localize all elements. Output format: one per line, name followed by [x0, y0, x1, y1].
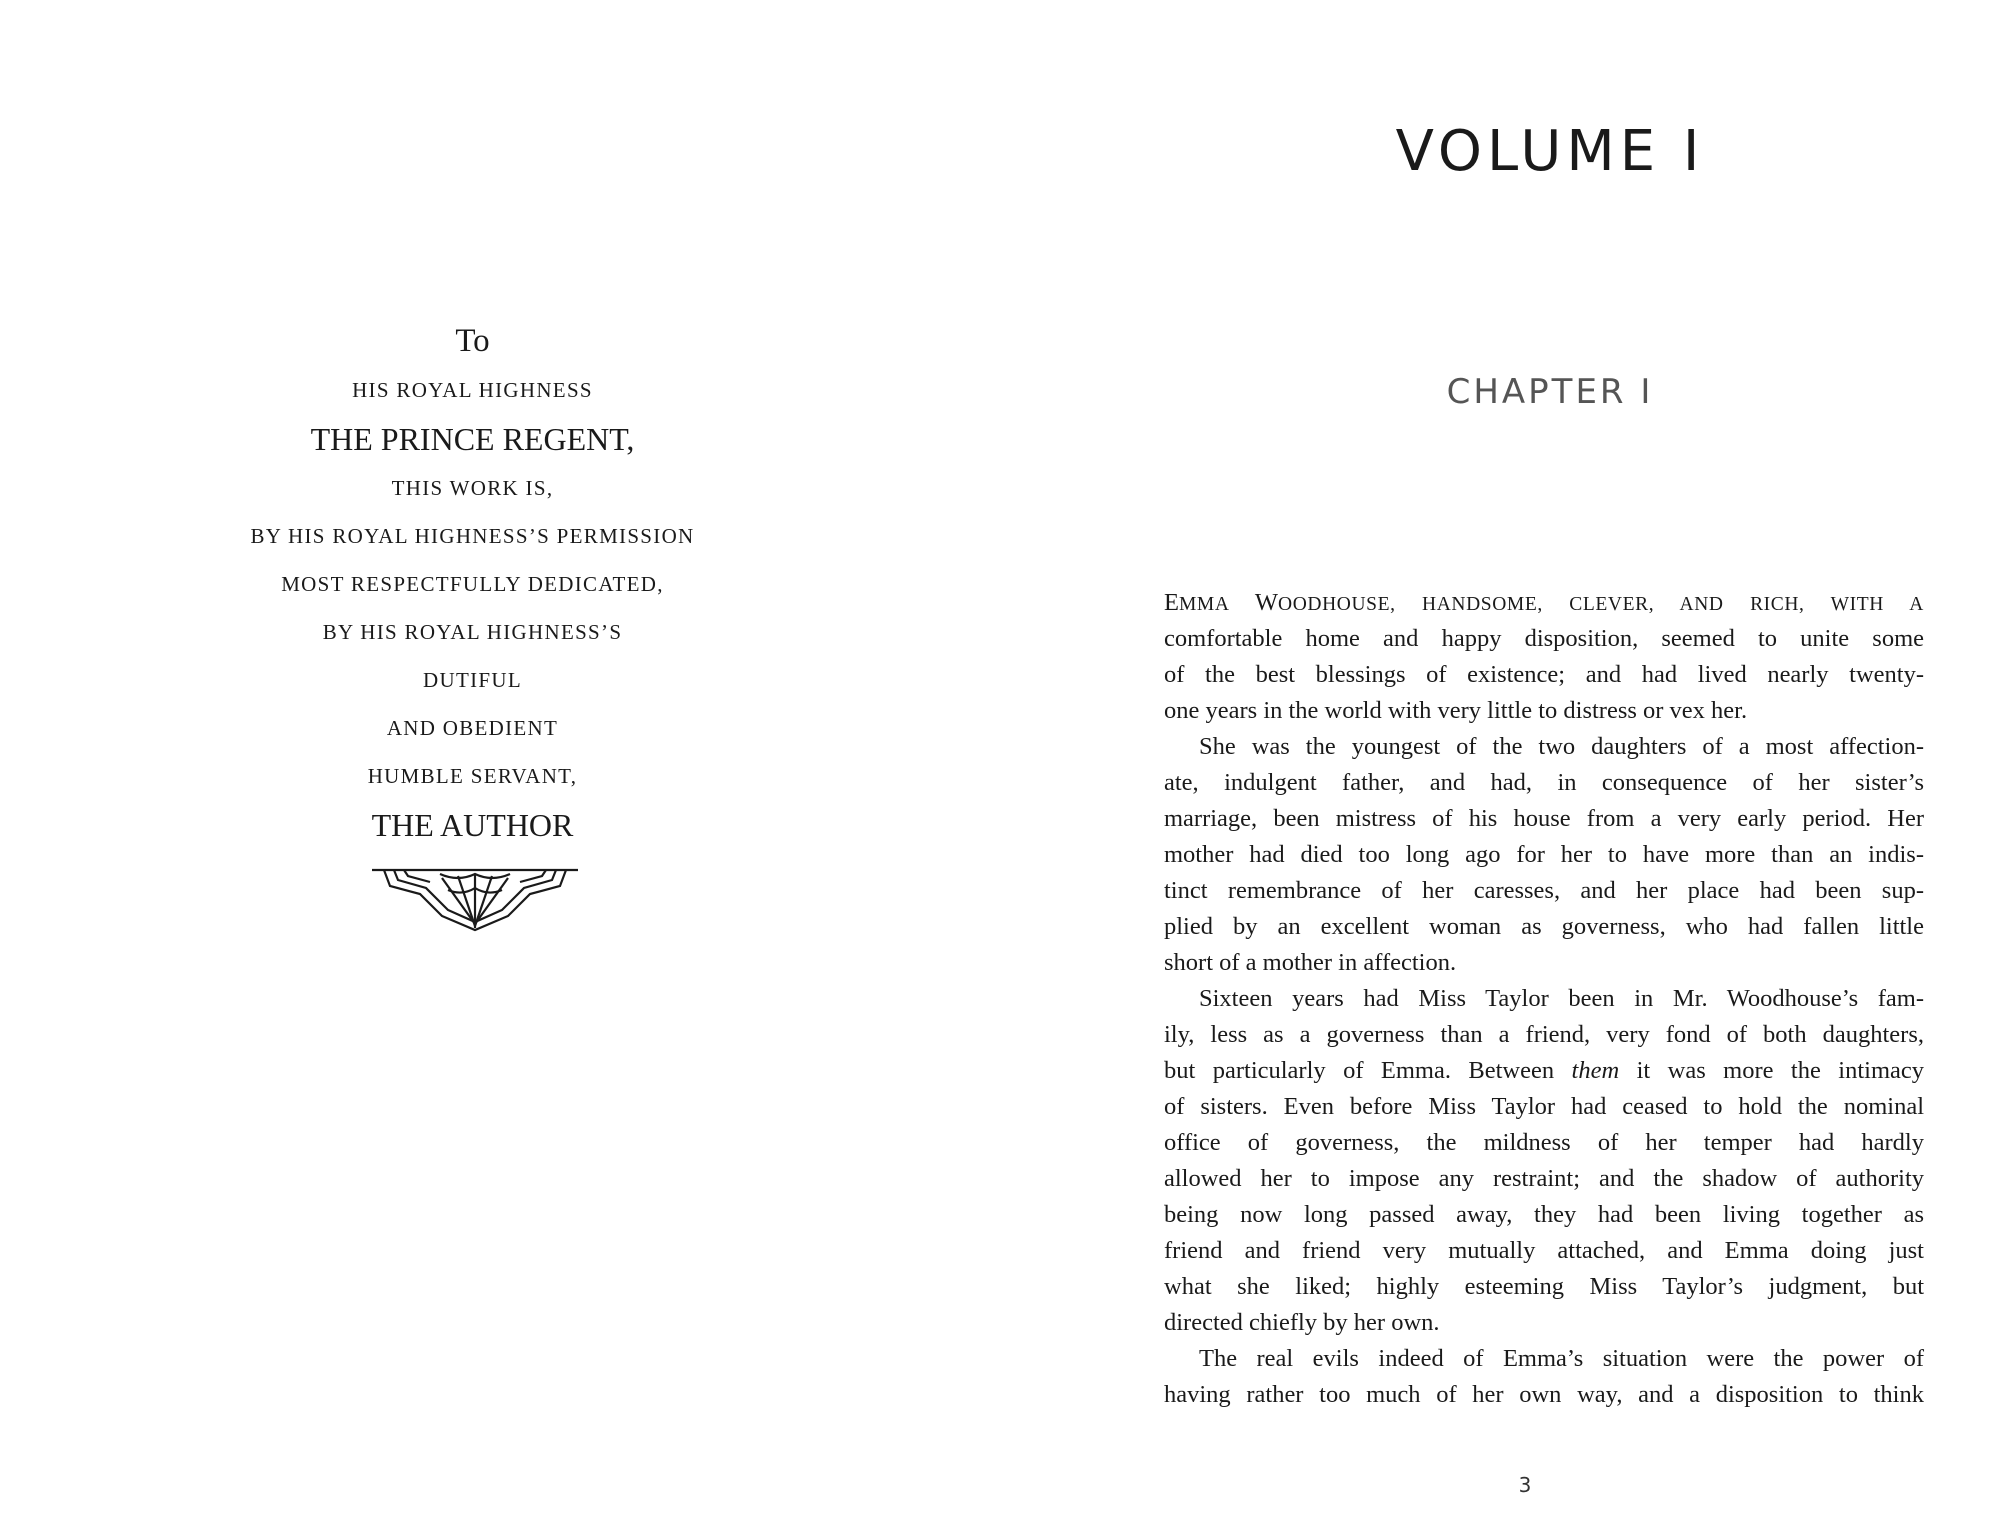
dedication-line: HIS ROYAL HIGHNESS	[352, 378, 593, 402]
dedication-line: MOST RESPECTFULLY DEDICATED,	[281, 572, 664, 596]
text-line: being now long passed away, they had been living together as	[1164, 1201, 1924, 1228]
dedication-line: THIS WORK IS,	[391, 476, 554, 500]
emphasis-them: them	[1571, 1057, 1620, 1084]
dedication-line: THE PRINCE REGENT,	[310, 421, 635, 457]
chapter-body-text	[1164, 585, 1924, 1413]
text-line: office of governess, the mildness of her temper had hardly	[1164, 1129, 1924, 1156]
text-line: of sisters. Even before Miss Taylor had ceased to hold the nominal	[1164, 1093, 1924, 1120]
dedication-line: BY HIS ROYAL HIGHNESS’S	[322, 620, 623, 644]
text-line: what she liked; highly esteeming Miss Taylor’s judgment, but	[1164, 1273, 1924, 1300]
art-deco-fan-ornament-icon	[370, 866, 580, 932]
text-line: tinct remembrance of her caresses, and her place had been sup-	[1164, 877, 1924, 904]
text-line: Sixteen years had Miss Taylor been in Mr. Woodhouse’s fam-	[1199, 985, 1924, 1012]
dedication-line: AND OBEDIENT	[386, 716, 559, 740]
text-line: ily, less as a governess than a friend, very fond of both daughters,	[1164, 1021, 1924, 1048]
text-line: but particularly of Emma. Between them it was more the intimacy	[1164, 1057, 1924, 1084]
text-line: having rather too much of her own way, and a disposition to think	[1164, 1381, 1924, 1408]
dedication-line: THE AUTHOR	[371, 807, 574, 843]
text-line: mother had died too long ago for her to have more than an indis-	[1164, 841, 1924, 868]
dedication	[0, 316, 945, 850]
text-line: ate, indulgent father, and had, in consequence of her sister’s	[1164, 769, 1924, 796]
text-line: one years in the world with very little to distress or vex her.	[1164, 697, 1748, 724]
text-line: friend and friend very mutually attached, and Emma doing just	[1164, 1237, 1924, 1264]
right-page	[1000, 0, 2000, 1524]
text-line: of the best blessings of existence; and had lived nearly twenty-	[1164, 661, 1924, 688]
text-line: short of a mother in affection.	[1164, 949, 1457, 976]
volume-title: VOLUME I	[1395, 119, 1705, 184]
text-line: allowed her to impose any restraint; and the shadow of authority	[1164, 1165, 1924, 1192]
text-line: The real evils indeed of Emma’s situation were the power of	[1199, 1345, 1924, 1372]
text-line: She was the youngest of the two daughters of a most affection-	[1199, 733, 1924, 760]
dedication-line: HUMBLE SERVANT,	[367, 764, 578, 788]
chapter-title: CHAPTER I	[1446, 372, 1654, 412]
text-line: comfortable home and happy disposition, seemed to unite some	[1164, 625, 1924, 652]
dedication-line: To	[455, 323, 490, 359]
text-line: directed chiefly by her own.	[1164, 1309, 1440, 1336]
text-line: marriage, been mistress of his house from a very early period. Her	[1164, 805, 1924, 832]
text-line: EMMA WOODHOUSE, HANDSOME, CLEVER, AND RICH, WITH A	[1164, 589, 1924, 616]
dedication-line: BY HIS ROYAL HIGHNESS’S PERMISSION	[250, 524, 695, 548]
dedication-line: DUTIFUL	[423, 668, 522, 692]
text-line: plied by an excellent woman as governess, who had fallen little	[1164, 913, 1924, 940]
page-number: 3	[1518, 1473, 1532, 1497]
